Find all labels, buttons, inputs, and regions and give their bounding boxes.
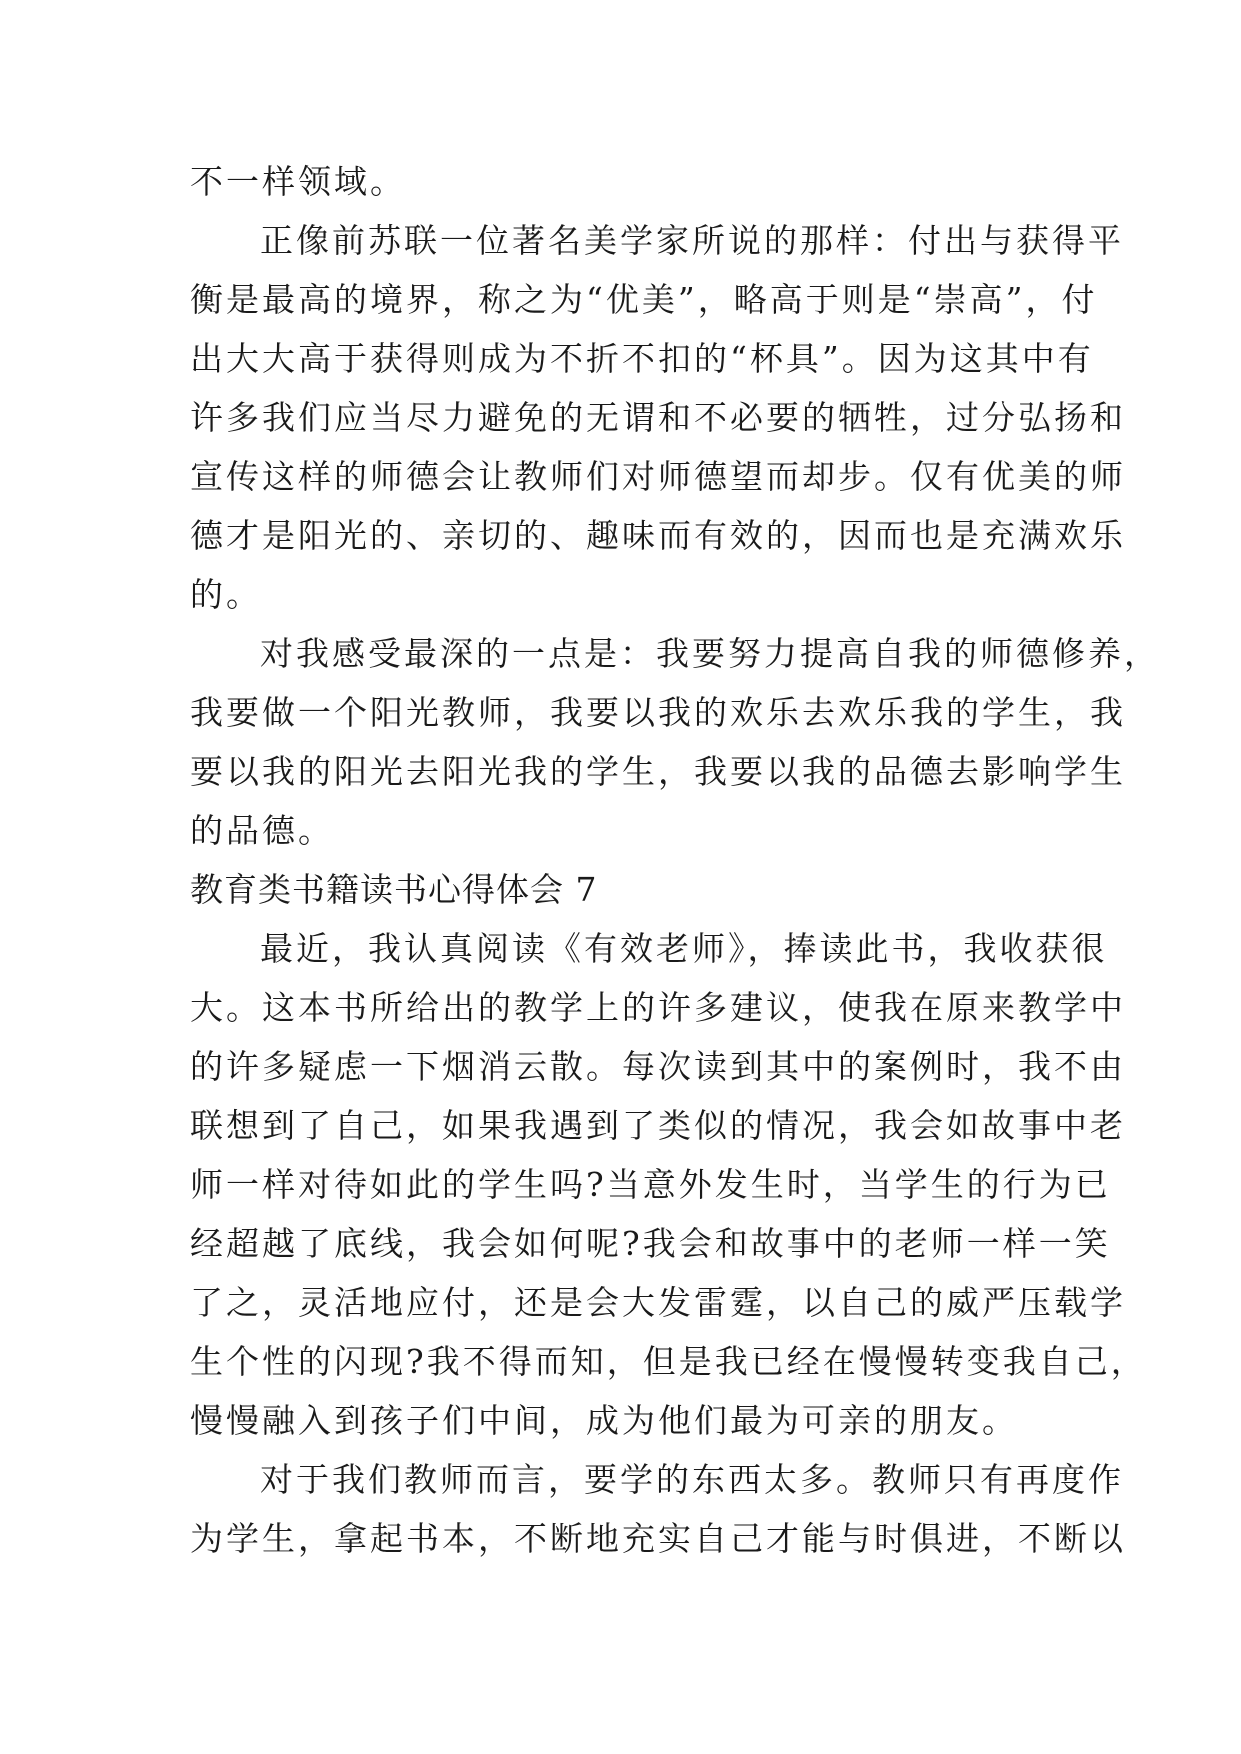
text-line: 不一样领域。 [190, 162, 406, 201]
text-line: 衡是最高的境界，称之为“优美”，略高于则是“崇高”，付 [190, 280, 1098, 319]
text-line: 联想到了自己，如果我遇到了类似的情况，我会如故事中老 [190, 1106, 1126, 1145]
paragraph-first-line: 对于我们教师而言，要学的东西太多。教师只有再度作 [260, 1460, 1124, 1499]
text-line: 的品德。 [190, 811, 334, 850]
paragraph-first-line: 正像前苏联一位著名美学家所说的那样：付出与获得平 [260, 221, 1124, 260]
text-line: 为学生，拿起书本，不断地充实自己才能与时俱进，不断以 [190, 1519, 1126, 1558]
text-line: 大。这本书所给出的教学上的许多建议，使我在原来教学中 [190, 988, 1126, 1027]
paragraph-first-line: 最近，我认真阅读《有效老师》，捧读此书，我收获很 [260, 929, 1108, 968]
text-line: 的。 [190, 575, 262, 614]
text-line: 师一样对待如此的学生吗?当意外发生时，当学生的行为已 [190, 1165, 1111, 1204]
document-body [190, 152, 1160, 1568]
text-line: 德才是阳光的、亲切的、趣味而有效的，因而也是充满欢乐 [190, 516, 1126, 555]
section-heading: 教育类书籍读书心得体会 7 [190, 870, 598, 909]
text-line: 慢慢融入到孩子们中间，成为他们最为可亲的朋友。 [190, 1401, 1018, 1440]
paragraph-first-line: 对我感受最深的一点是：我要努力提高自我的师德修养， [260, 634, 1160, 673]
text-line: 出大大高于获得则成为不折不扣的“杯具”。因为这其中有 [190, 339, 1094, 378]
text-line: 的许多疑虑一下烟消云散。每次读到其中的案例时，我不由 [190, 1047, 1126, 1086]
text-line: 许多我们应当尽力避免的无谓和不必要的牺牲，过分弘扬和 [190, 398, 1126, 437]
text-line: 我要做一个阳光教师，我要以我的欢乐去欢乐我的学生，我 [190, 693, 1126, 732]
text-line: 宣传这样的师德会让教师们对师德望而却步。仅有优美的师 [190, 457, 1126, 496]
text-line: 经超越了底线，我会如何呢?我会和故事中的老师一样一笑 [190, 1224, 1111, 1263]
text-line: 要以我的阳光去阳光我的学生，我要以我的品德去影响学生 [190, 752, 1126, 791]
text-line: 了之，灵活地应付，还是会大发雷霆，以自己的威严压载学 [190, 1283, 1126, 1322]
text-line: 生个性的闪现?我不得而知，但是我已经在慢慢转变我自己， [190, 1342, 1147, 1381]
